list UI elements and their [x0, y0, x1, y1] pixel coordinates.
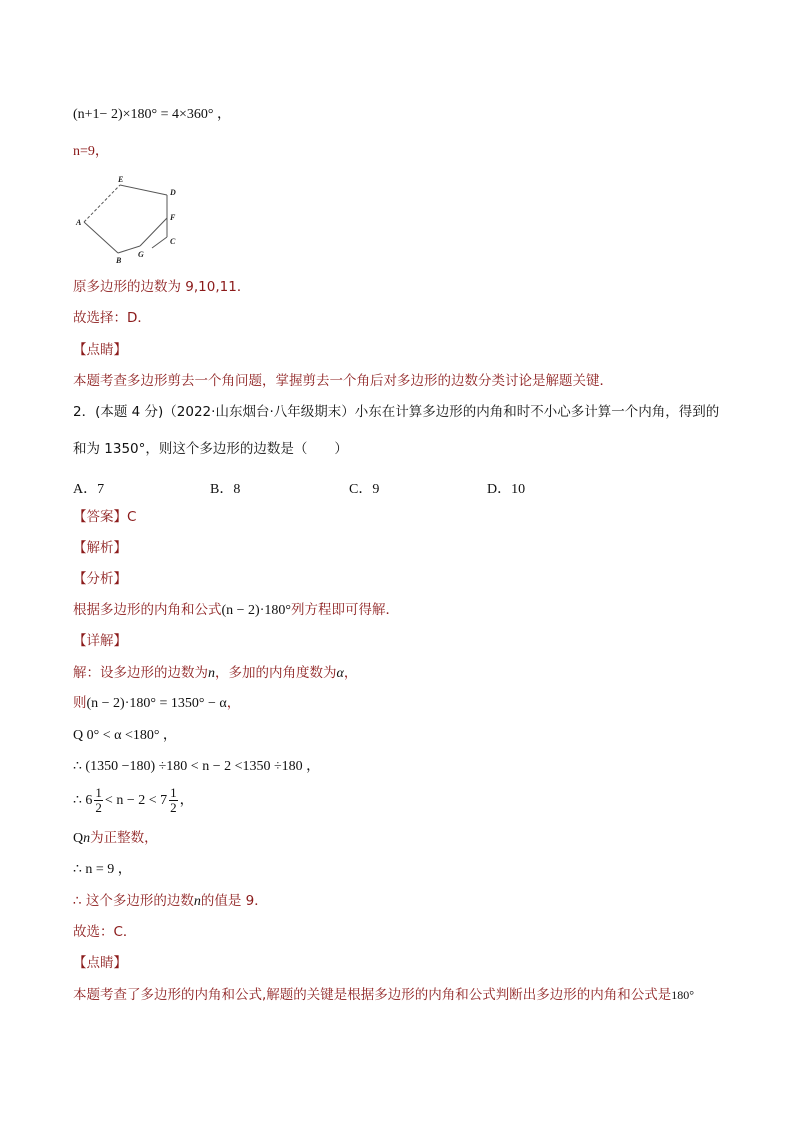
fraction-half [169, 786, 178, 815]
sol2-a: 则 [73, 695, 87, 711]
analysis-text [73, 601, 399, 620]
polygon-figure [72, 170, 182, 265]
choice-line-2: 故选：C． [73, 924, 137, 940]
summary-text: 本题考查多边形剪去一个角问题，掌握剪去一个角后对多边形的边数分类讨论是解题关键． [73, 373, 613, 389]
label-A: A [76, 218, 82, 227]
section-dianjing: 【点睛】 [73, 342, 127, 358]
frac-den: 2 [95, 800, 102, 816]
option-d: D．10 [487, 482, 526, 497]
edge-AE-dashed [84, 185, 120, 222]
solution-line-1 [73, 664, 357, 683]
sol8-b: 的值是 9． [200, 893, 268, 909]
section-jiexi: 【解析】 [73, 540, 127, 556]
solution-line-7: ∴ n = 9 ， [73, 862, 132, 877]
label-E: E [118, 175, 124, 184]
sol5-mid: < n − 2 < 7 [104, 793, 168, 808]
frac-den: 2 [170, 800, 177, 816]
choice-line: 故选择：D． [73, 310, 151, 326]
fraction-half [94, 786, 103, 815]
sol1-b: ，多加的内角度数为 [215, 665, 337, 681]
label-C: C [170, 237, 176, 246]
sol5-end: ， [179, 793, 194, 808]
original-sides: 原多边形的边数为 9,10,11． [73, 279, 251, 295]
solution-line-6 [73, 829, 158, 848]
sol8-a: ∴ 这个多边形的边数 [73, 893, 194, 909]
n-result: n=9， [73, 144, 109, 159]
label-G: G [138, 250, 144, 259]
sol1-a: 解：设多边形的边数为 [73, 665, 208, 681]
label-F: F [170, 213, 176, 222]
analysis-a: 根据多边形的内角和公式 [73, 602, 222, 618]
summary-text-2 [73, 986, 694, 1004]
answer-line: 【答案】C [73, 509, 137, 525]
equation-line: (n+1− 2)×180° = 4×360° ， [73, 107, 231, 122]
summary2-tail: 180° [671, 988, 695, 1002]
question-2-line1: 2．(本题 4 分)（2022·山东烟台·八年级期末）小东在计算多边形的内角和时不小心多计算一个内角，得到的 [73, 404, 720, 420]
edge-ED [120, 185, 167, 195]
solution-line-3: Q 0° < α <180° ， [73, 728, 177, 743]
sol6-b: 为正整数， [90, 830, 158, 846]
solution-line-8 [73, 892, 268, 911]
question-2-line2: 和为 1350°，则这个多边形的边数是（ ） [73, 441, 348, 457]
solution-line-4: ∴ (1350 −180) ÷180 < n − 2 <1350 ÷180 ， [73, 759, 321, 774]
sol5-a: ∴ 6 [73, 793, 93, 808]
edge-BA [84, 222, 118, 253]
var-n: n [83, 831, 91, 846]
summary2: 本题考查了多边形的内角和公式,解题的关键是根据多边形的内角和公式判断出多边形的内角和公式是 [73, 987, 672, 1003]
section-dianjing-2: 【点睛】 [73, 955, 127, 971]
frac-num: 1 [95, 785, 102, 801]
section-xiangjie: 【详解】 [73, 633, 127, 649]
edge-CG [152, 237, 167, 248]
option-a: A．7 [73, 482, 105, 497]
analysis-b: 列方程即可得解． [290, 602, 399, 618]
label-B: B [116, 256, 122, 265]
frac-num: 1 [170, 785, 177, 801]
var-n: n [208, 666, 215, 681]
section-fenxi: 【分析】 [73, 571, 127, 587]
edge-GB [118, 246, 140, 253]
label-D: D [170, 188, 176, 197]
edge-FG [140, 218, 167, 246]
sol2-b: ， [226, 695, 241, 711]
sol2-formula: (n − 2)·180° = 1350° − α [86, 696, 227, 711]
option-c: C．9 [349, 482, 380, 497]
sol1-c: ， [343, 665, 358, 681]
formula: (n − 2)·180° [221, 603, 291, 618]
because-symbol: Q [73, 831, 84, 846]
option-b: B．8 [210, 482, 241, 497]
var-n: n [193, 894, 201, 909]
solution-line-5 [73, 785, 194, 817]
var-alpha: α [336, 666, 344, 681]
solution-line-2 [73, 694, 240, 713]
